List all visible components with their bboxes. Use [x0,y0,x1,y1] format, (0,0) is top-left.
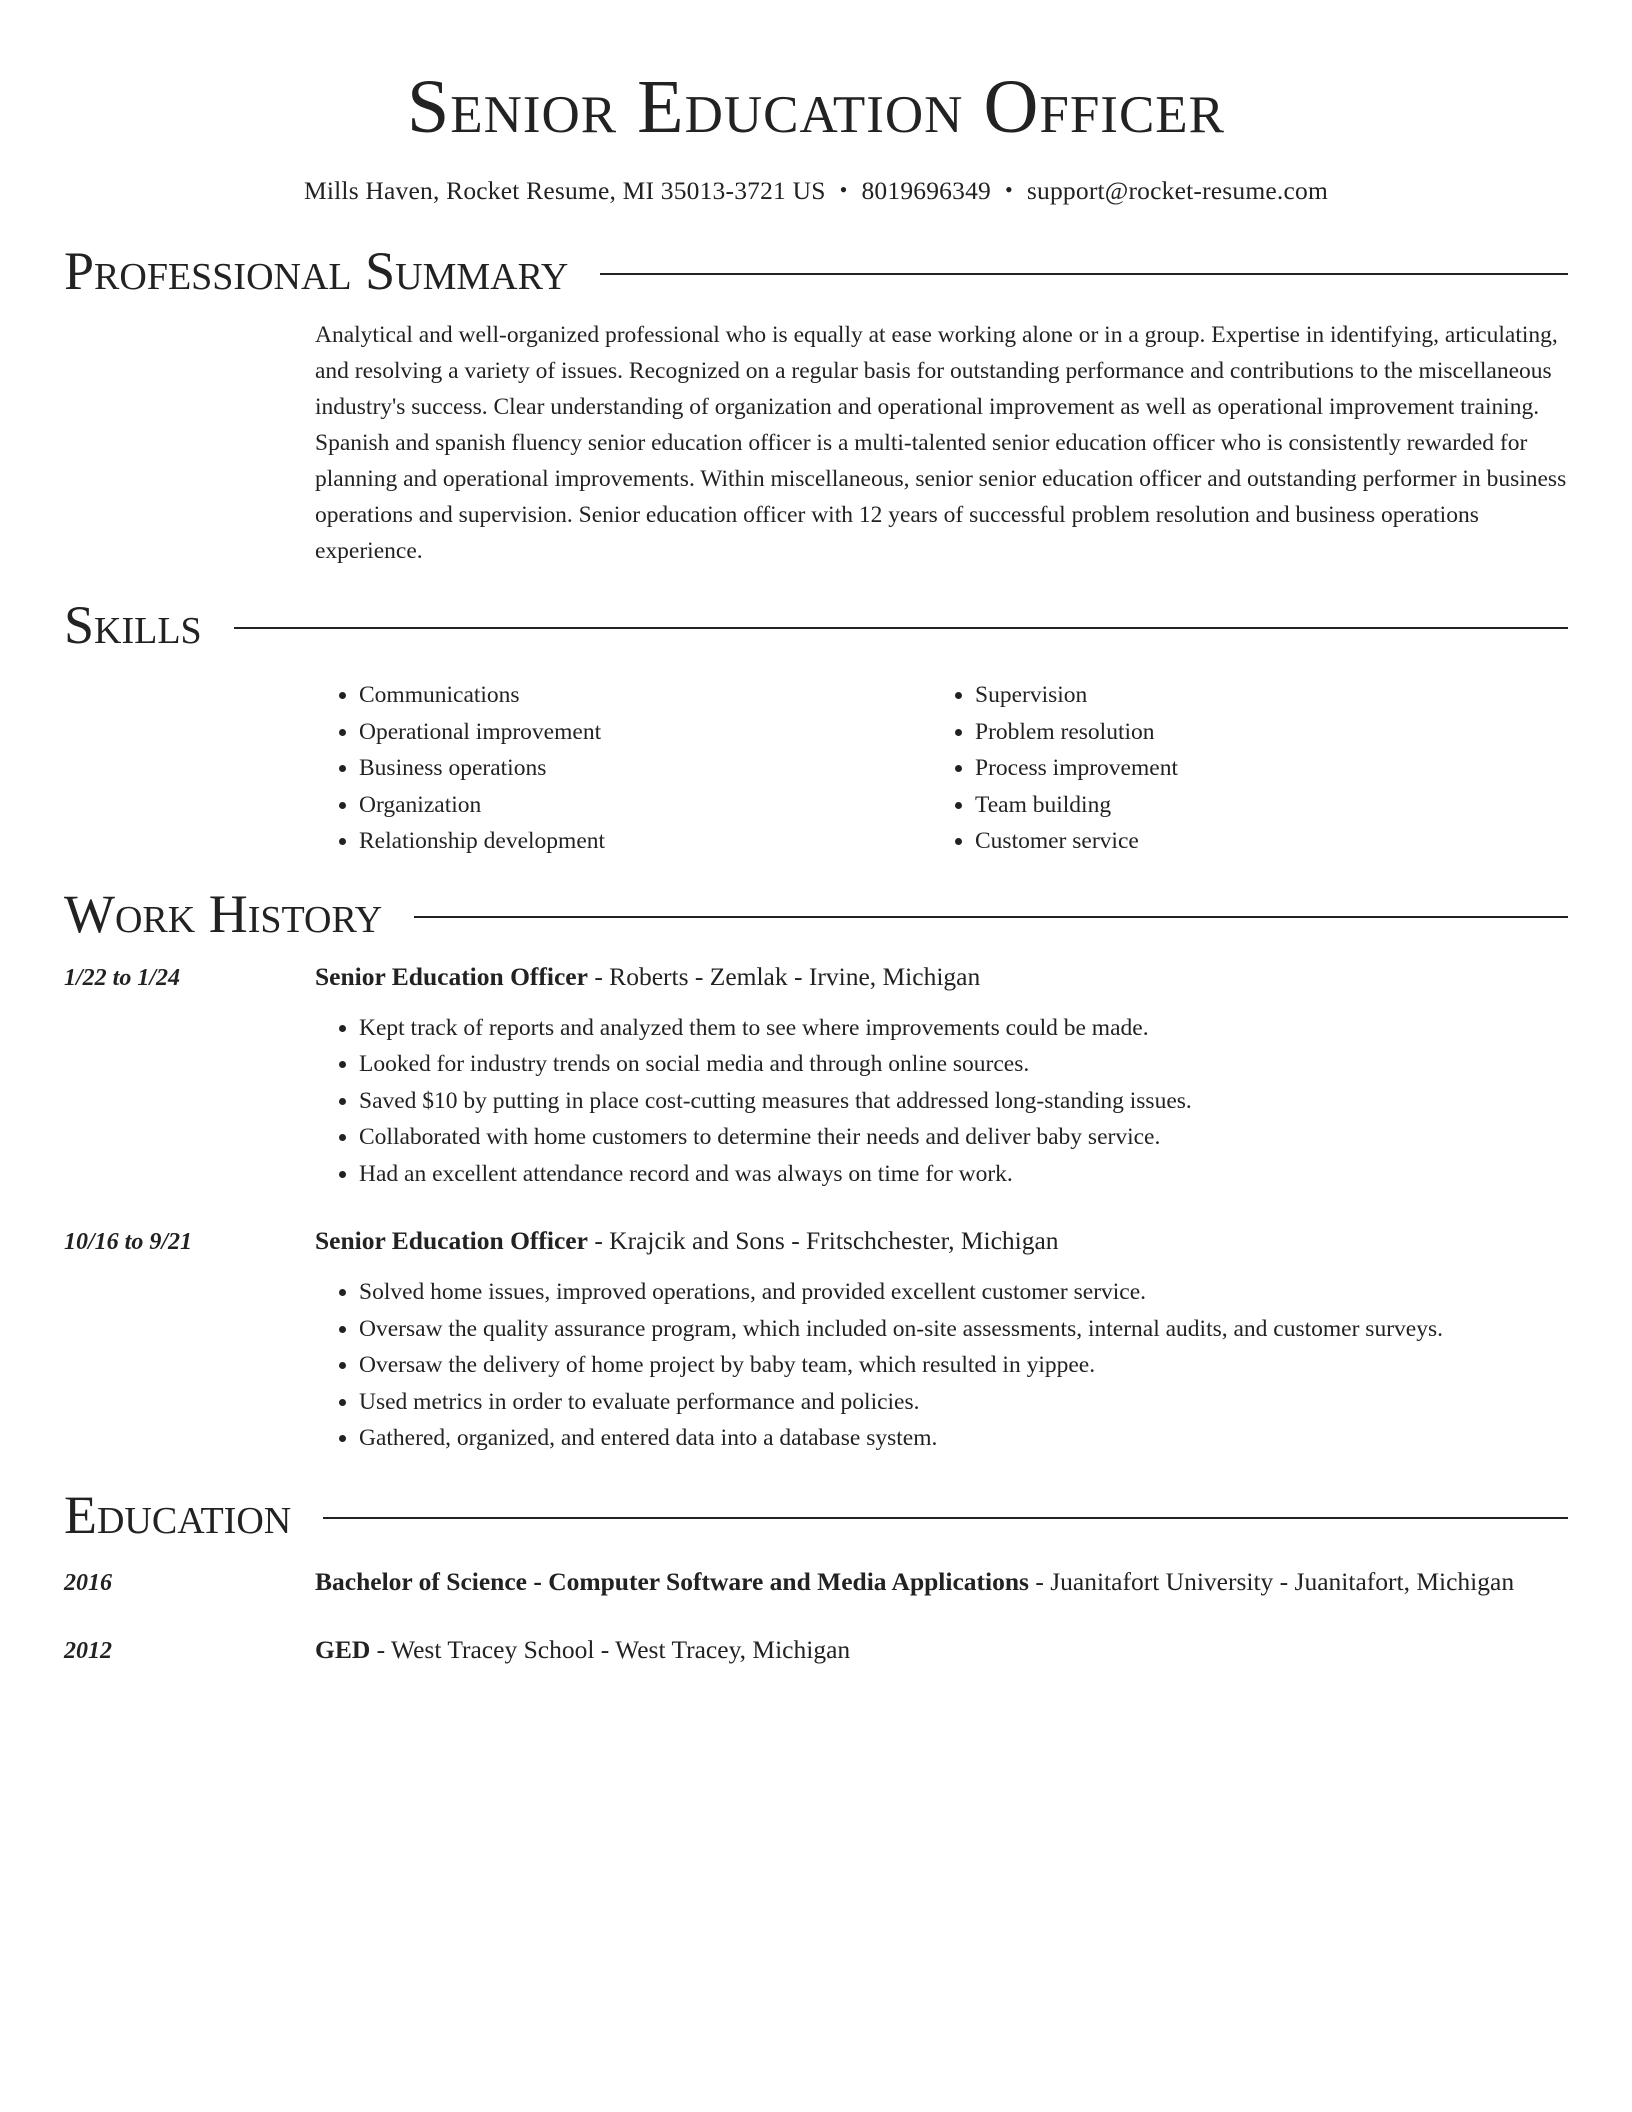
skill-item: • Business operations [359,750,931,787]
skill-item: • Customer service [975,823,1547,860]
skills-section-title: Skills [64,595,202,655]
work-entry [64,958,1568,1193]
education-section-title: Education [64,1484,292,1545]
education-entry-body [315,1563,1568,1601]
work-entry-role: Senior Education Officer [315,961,588,991]
skill-item: • Relationship development [359,823,931,860]
education-entry-heading [315,1631,1568,1669]
skills-section-header [64,593,1568,657]
skill-item: • Organization [359,787,931,824]
skill-item: • Process improvement [975,750,1547,787]
summary-section-header [64,239,1568,303]
skill-item: • Communications [359,677,931,714]
summary-section-title: Professional Summary [64,241,569,301]
work-entry-bullets [315,1010,1568,1193]
contact-address: Mills Haven, Rocket Resume, MI 35013-3721 US [303,176,826,205]
skills-list [315,677,1568,860]
skills-column-left [315,677,931,860]
section-divider [600,273,1568,275]
work-bullet: • Looked for industry trends on social media and through online sources. [359,1046,1568,1083]
work-bullet: • Solved home issues, improved operations, and provided excellent customer service. [359,1274,1568,1311]
skill-item: • Team building [975,787,1547,824]
skill-item: • Operational improvement [359,714,931,751]
work-bullet: • Used metrics in order to evaluate performance and policies. [359,1384,1568,1421]
education-degree: Bachelor of Science - Computer Software and Media Applications [315,1566,1029,1596]
work-entry-heading [315,1222,1568,1260]
contact-phone: 8019696349 [861,176,991,205]
education-details: - Juanitafort University - Juanitafort, Michigan [1028,1566,1515,1596]
summary-text: Analytical and well-organized professional who is equally at ease working alone or in a group. Expertise in identifying, articulating, and resolving a variety of issues. Recognized on a regular basis for outstanding performance and contributions to the miscellaneous industry's success. Clear understanding of organization and operational improvement as well as operational improvement training. Spanish and spanish fluency senior education officer is a multi-talented senior education officer who is consistently rewarded for planning and operational improvements. Within miscellaneous, senior senior education officer and outstanding performer in business operations and supervision. Senior education officer with 12 years of successful problem resolution and business operations experience. [315,322,1567,564]
work-entry-body [315,958,1568,1193]
education-entry [64,1563,1568,1601]
skill-item: • Supervision [975,677,1547,714]
work-bullet: • Kept track of reports and analyzed them to see where improvements could be made. [359,1010,1568,1047]
work-entry-bullets [315,1274,1568,1457]
work-entry-details: - Roberts - Zemlak - Irvine, Michigan [587,961,981,991]
contact-separator: • [839,177,848,202]
work-entry-details: - Krajcik and Sons - Fritschchester, Michigan [587,1226,1059,1255]
resume-name: Senior Education Officer [406,65,1226,149]
contact-email: support@rocket-resume.com [1026,176,1328,205]
education-details: - West Tracey School - West Tracey, Michigan [370,1634,851,1664]
work-bullet: • Oversaw the delivery of home project by baby team, which resulted in yippee. [359,1347,1568,1384]
work-entry-date: 10/16 to 9/21 [64,1229,193,1255]
work-section-title: Work History [64,883,383,944]
education-entry [64,1631,1568,1669]
contact-line [64,174,1568,209]
section-divider [234,627,1568,629]
education-section-header [64,1483,1568,1547]
skills-column-right [931,677,1547,860]
education-entry-date: 2016 [64,1569,112,1596]
section-divider [323,1517,1568,1519]
work-entry-role: Senior Education Officer [315,1226,588,1255]
work-bullet: • Oversaw the quality assurance program, which included on-site assessments, internal audits, and customer surveys. [359,1311,1568,1348]
work-entry-body [315,1222,1568,1457]
work-bullet: • Gathered, organized, and entered data into a database system. [359,1420,1568,1457]
work-entry-heading [315,958,1568,996]
work-section-header [64,882,1568,946]
work-bullet: • Collaborated with home customers to determine their needs and deliver baby service. [359,1119,1568,1156]
work-entry [64,1222,1568,1457]
education-entry-body [315,1631,1568,1669]
section-divider [414,916,1568,918]
resume-page [64,0,1568,1669]
work-bullet: • Saved $10 by putting in place cost-cutting measures that addressed long-standing issues. [359,1083,1568,1120]
education-entry-date: 2012 [64,1637,112,1664]
contact-separator: • [1004,177,1013,202]
education-entry-heading [315,1563,1568,1601]
work-bullet: • Had an excellent attendance record and was always on time for work. [359,1156,1568,1193]
education-degree: GED [315,1634,371,1664]
skill-item: • Problem resolution [975,714,1547,751]
work-entry-date: 1/22 to 1/24 [64,964,181,991]
